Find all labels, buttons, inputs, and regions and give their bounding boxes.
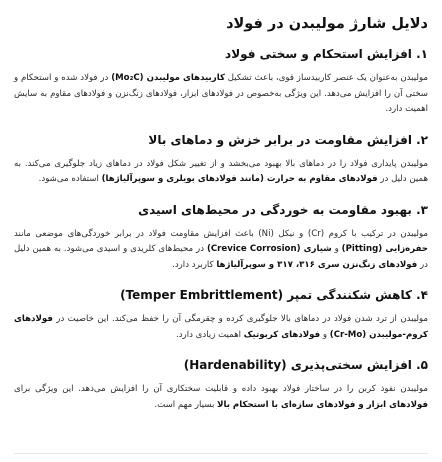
- text-run: مولیبدن از ترد شدن فولاد در دماهای بالا جلوگیری کرده و چقرمگی آن را حفظ می‌کند. این خاصیت در: [52, 314, 428, 324]
- section-paragraph: [14, 157, 428, 188]
- text-run: در محیط‌های کلریدی و اسیدی می‌شود. به همین دلیل در: [14, 244, 428, 270]
- text-run: در فولاد شده و استحکام و سختی آن را افزایش می‌دهد. این ویژگی به‌خصوص در فولادهای ابزار، فولادهای زنگ‌نزن و فولادهای مقاوم به سایش اهمیت دارد.: [14, 73, 428, 114]
- text-run: استفاده می‌شود.: [38, 174, 102, 184]
- text-run: مولیبدن به‌عنوان یک عنصر کاربیدساز قوی، باعث تشکیل: [224, 73, 428, 83]
- text-run: مولیبدن در ترکیب با کروم (Cr) و نیکل (Ni) باعث افزایش مقاومت فولاد در برابر خوردگی‌های موضعی مانند: [14, 228, 428, 239]
- page-title: دلایل شارژ مولیبدن در فولاد: [226, 16, 428, 32]
- section-1: [14, 46, 428, 118]
- bold-term: کاربیدهای مولیبدن (Mo₂C): [111, 73, 225, 83]
- section-heading: ۴. کاهش شکنندگی تمپر (Temper Embrittlement): [120, 288, 428, 302]
- section-heading: ۵. افزایش سختی‌پذیری (Hardenability): [183, 358, 428, 372]
- section-5: [14, 357, 428, 413]
- bold-term: شیاری (Crevice Corrosion): [206, 244, 332, 254]
- section-4: [14, 287, 428, 343]
- bold-term: فولادهای ابزار و فولادهای سازه‌ای با استحکام بالا: [217, 399, 428, 410]
- section-3: [14, 202, 428, 274]
- text-run: و: [331, 244, 342, 254]
- text-run: کاربرد دارد.: [172, 259, 217, 270]
- section-heading: ۳. بهبود مقاومت به خوردگی در محیط‌های اسیدی: [138, 202, 428, 217]
- section-2: [14, 132, 428, 188]
- section-paragraph: [14, 227, 428, 274]
- bold-term: فولادهای کربوتیک: [243, 329, 321, 340]
- text-run: اهمیت زیادی دارد.: [175, 329, 244, 340]
- text-run: مولیبدن پایداری فولاد را در دماهای بالا بهبود می‌بخشد و از تغییر شکل فولاد در دماهای زیاد جلوگیری می‌کند. به همین دلیل در: [14, 158, 428, 184]
- section-paragraph: [14, 382, 428, 413]
- bold-term: فولادهای زنگ‌نزن سری ۳۱۶، ۳۱۷ و سوپرآلیاژها: [216, 259, 418, 270]
- section-heading: ۲. افزایش مقاومت در برابر خزش و دماهای بالا: [148, 132, 428, 147]
- bold-term: فولادهای کروم-مولیبدن (Cr-Mo): [14, 314, 428, 340]
- section-paragraph: [14, 71, 428, 118]
- section-heading: ۱. افزایش استحکام و سختی فولاد: [225, 47, 428, 61]
- text-run: مولیبدن نفوذ کربن را در ساختار فولاد بهبود داده و قابلیت سختکاری آن را افزایش می‌دهد. این ویژگی برای: [14, 384, 428, 394]
- section-paragraph: [14, 312, 428, 343]
- bold-term: حفره‌زایی (Pitting): [341, 244, 428, 254]
- text-run: و: [320, 329, 330, 340]
- bold-term: فولادهای مقاوم به حرارت (مانند فولادهای بویلری و سوپرآلیاژها): [101, 174, 378, 184]
- bottom-divider: [14, 453, 428, 454]
- text-run: بسیار مهم است.: [154, 399, 218, 410]
